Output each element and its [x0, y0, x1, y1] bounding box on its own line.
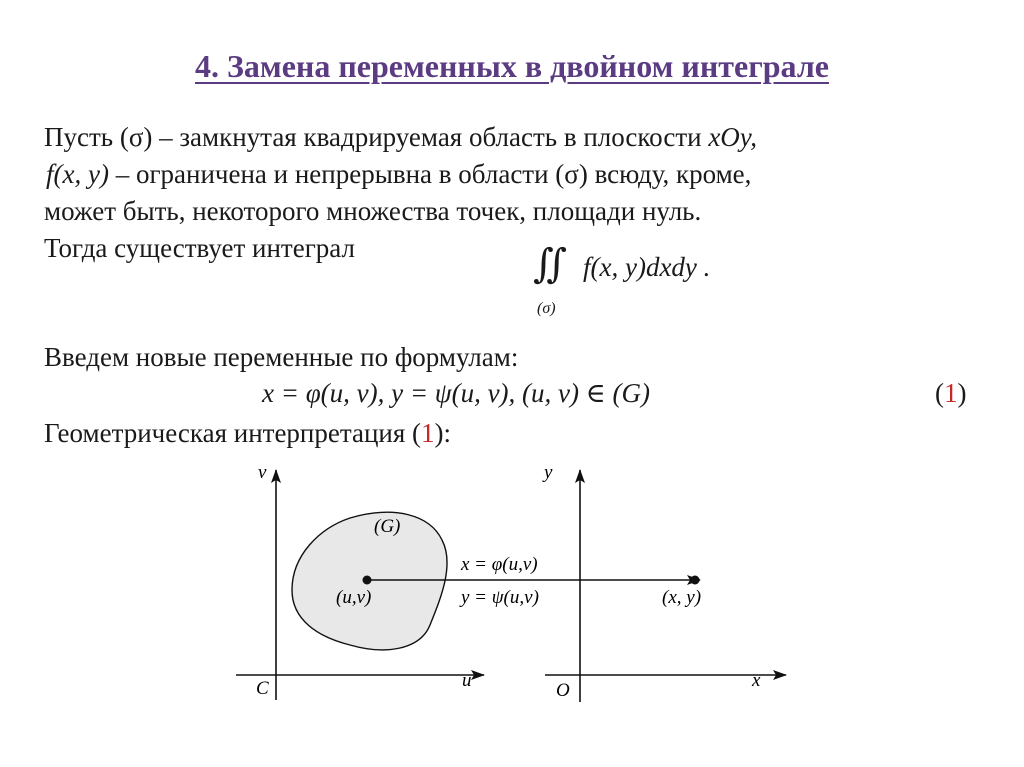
- double-integral-sign: ∬: [533, 241, 568, 287]
- axis-label-v: v: [258, 462, 267, 483]
- point-xy-label: (x, y): [662, 587, 702, 608]
- line2-text: – ограничена и непрерывна в области (σ) всюду, кроме,: [108, 159, 752, 189]
- origin-label-o: O: [556, 680, 570, 701]
- origin-label-c: C: [256, 678, 269, 699]
- axis-label-u: u: [462, 670, 472, 691]
- axis-label-y: y: [544, 462, 553, 483]
- substitution-formula: x = φ(u, v), y = ψ(u, v), (u, v) ∈ (G): [262, 378, 650, 408]
- integral-domain: (σ): [537, 300, 556, 317]
- eq-close-paren: ): [957, 378, 967, 408]
- mapping-formula-x: x = φ(u,v): [461, 554, 538, 575]
- paragraph-line-4: Тогда существует интеграл: [44, 233, 355, 263]
- point-uv-label: (u,v): [336, 587, 372, 608]
- point-xy: [691, 576, 700, 585]
- plane-xoy: xOy,: [708, 122, 758, 152]
- paragraph-line-3: может быть, некоторого множества точек, площади нуль.: [44, 196, 702, 226]
- geometry-close: ):: [434, 418, 452, 448]
- substitution-intro: Введем новые переменные по формулам:: [44, 342, 519, 372]
- integrand: f(x, y)dxdy .: [583, 252, 711, 282]
- eq-open-paren: (: [935, 378, 944, 408]
- function-f: f(x, y): [46, 159, 109, 189]
- eq-number-value: 1: [944, 378, 958, 408]
- line1-text: Пусть (σ) – замкнутая квадрируемая область в плоскости: [44, 122, 709, 152]
- page-title: 4. Замена переменных в двойном интеграле: [195, 48, 829, 84]
- geometry-ref: 1: [421, 418, 435, 448]
- mapping-formula-y: y = ψ(u,v): [461, 587, 539, 608]
- region-label: (G): [374, 516, 401, 537]
- axis-label-x: x: [752, 670, 761, 691]
- geometry-text: Геометрическая интерпретация (: [44, 418, 422, 448]
